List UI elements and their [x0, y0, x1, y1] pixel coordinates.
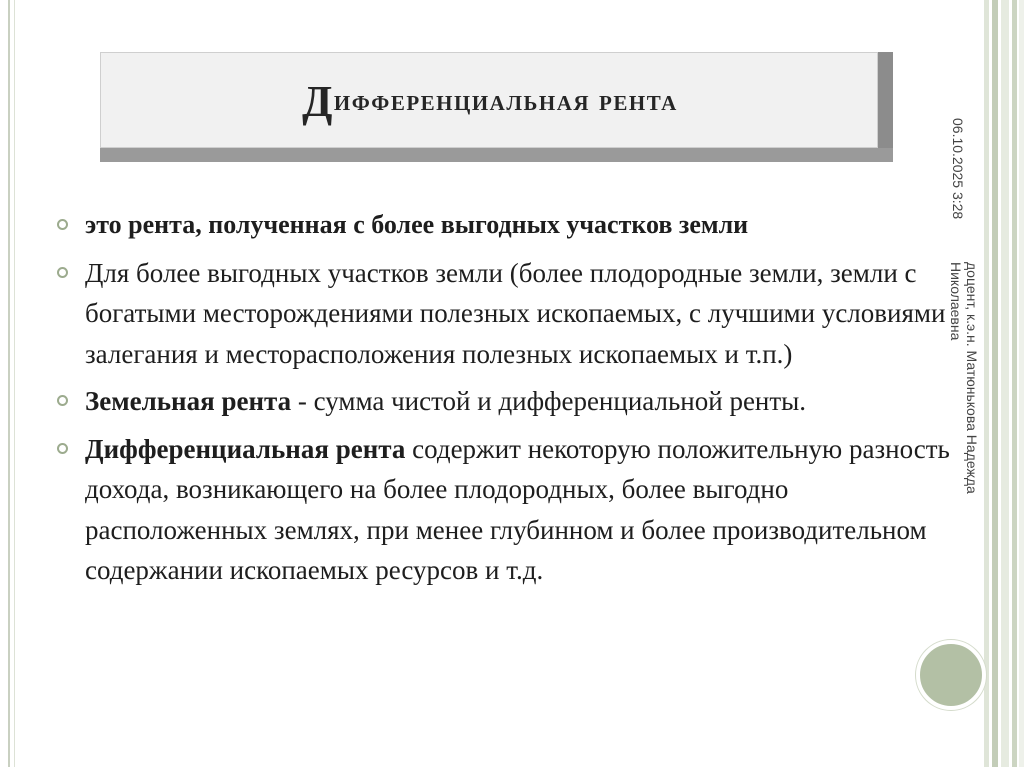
bullet-bold: Дифференциальная рента — [85, 433, 406, 464]
bullet-list — [55, 205, 955, 598]
title-shadow — [878, 52, 893, 162]
title-rest: ифференциальная рента — [333, 84, 678, 117]
bullet-text: содержит некоторую положительную разность дохода, возникающего на более плодородных, более выгодно расположенных землях, при менее глубинном и более производительном содержании ископаемых ресурсов и т.д. — [85, 433, 950, 585]
right-stripe — [1012, 0, 1017, 767]
list-item — [55, 429, 955, 591]
title-shadow — [100, 148, 893, 162]
list-item — [55, 253, 955, 375]
right-stripe — [984, 0, 989, 767]
right-stripe — [992, 0, 998, 767]
list-item — [55, 381, 955, 422]
bullet-bold: это рента, полученная с более выгодных участков земли — [85, 210, 749, 239]
right-stripe — [1019, 0, 1024, 767]
title-initial: Д — [302, 76, 334, 126]
title-box — [100, 52, 878, 148]
right-stripe — [1001, 0, 1009, 767]
page-title — [101, 53, 879, 149]
bullet-ring-icon — [57, 443, 68, 454]
bullet-ring-icon — [57, 219, 68, 230]
bullet-text: Для более выгодных участков земли (более плодородные земли, земли с богатыми месторождениями полезных ископаемых, с лучшими условиями залегания и месторасположения полезных ископаемых и т.п.) — [85, 257, 946, 369]
slide-author: доцент, к.э.н. Матюнькова Надежда Николаевна — [948, 262, 980, 494]
bullet-ring-icon — [57, 395, 68, 406]
left-border-line — [14, 0, 15, 767]
slide-date: 06.10.2025 3:28 — [950, 118, 966, 220]
bullet-text: - сумма чистой и дифференциальной ренты. — [291, 386, 807, 416]
list-item — [55, 205, 955, 246]
bullet-ring-icon — [57, 267, 68, 278]
left-border-line — [8, 0, 10, 767]
decorative-circle — [916, 640, 986, 710]
bullet-bold: Земельная рента — [85, 386, 292, 416]
